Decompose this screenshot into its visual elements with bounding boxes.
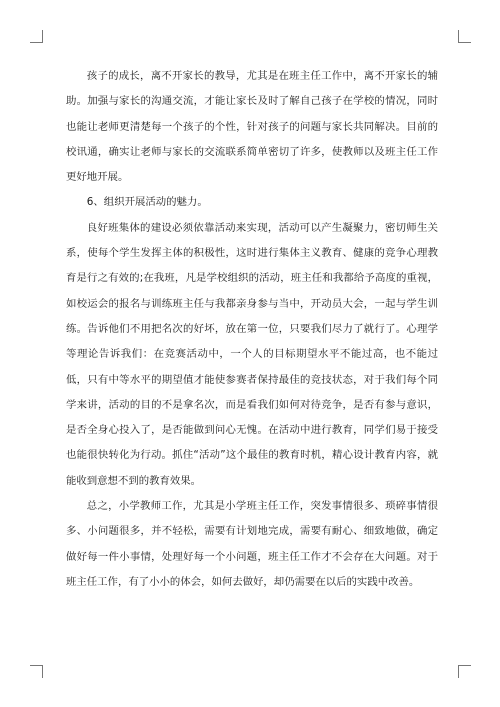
crop-mark-bottom-right [458,665,471,678]
paragraph-summary: 总之，小学教师工作，尤其是小学班主任工作，突发事情很多、琐碎事情很多、小问题很多，并不轻松，需要有计划地完成，需要有耐心、细致地做，确定做好每一件小事情，处理好每一个小问题，班主任工作才不会存在大问题。对于班主任工作，有了小小的体会，如何去做好，却仍需要在以后的实践中改善。 [66,500,438,588]
document-body [66,64,438,595]
paragraph-parent-communication: 孩子的成长，离不开家长的教导，尤其是在班主任工作中，离不开家长的辅助。加强与家长的沟通交流，才能让家长及时了解自己孩子在学校的情况，同时也能让老师更清楚每一个孩子的个性，针对孩子的问题与家长共同解决。目前的校讯通，确实让老师与家长的交流联系简单密切了许多，使教师以及班主任工作更好地开展。 [66,70,438,184]
paragraph-activities: 良好班集体的建设必须依靠活动来实现，活动可以产生凝聚力，密切师生关系，使每个学生发挥主体的积极性，这时进行集体主义教育、健康的竞争心理教育是行之有效的;在我班，凡是学校组织的活动，班主任和我都给予高度的重视，如校运会的报名与训练班主任与我都亲身参与当中，开动员大会，一起与学生训练。告诉他们不用把名次的好坏，放在第一位，只要我们尽力了就行了。心理学等理论告诉我们：在竞赛活动中，一个人的目标期望水平不能过高，也不能过低，只有中等水平的期望值才能使参赛者保持最佳的竞技状态，对于我们每个同学来讲，活动的目的不是拿名次，而是看我们如何对待竞争，是否有参与意识，是否全身心投入了，是否能做到问心无愧。在活动中进行教育，同学们易于接受也能很快转化为行动。抓住“活动”这个最佳的教育时机，精心设计教育内容，就能收到意想不到的教育效果。 [66,221,438,487]
section-heading-activities: 6、组织开展活动的魅力。 [86,196,208,209]
crop-mark-top-right [458,30,471,43]
crop-mark-bottom-left [30,665,43,678]
crop-mark-top-left [30,30,43,43]
